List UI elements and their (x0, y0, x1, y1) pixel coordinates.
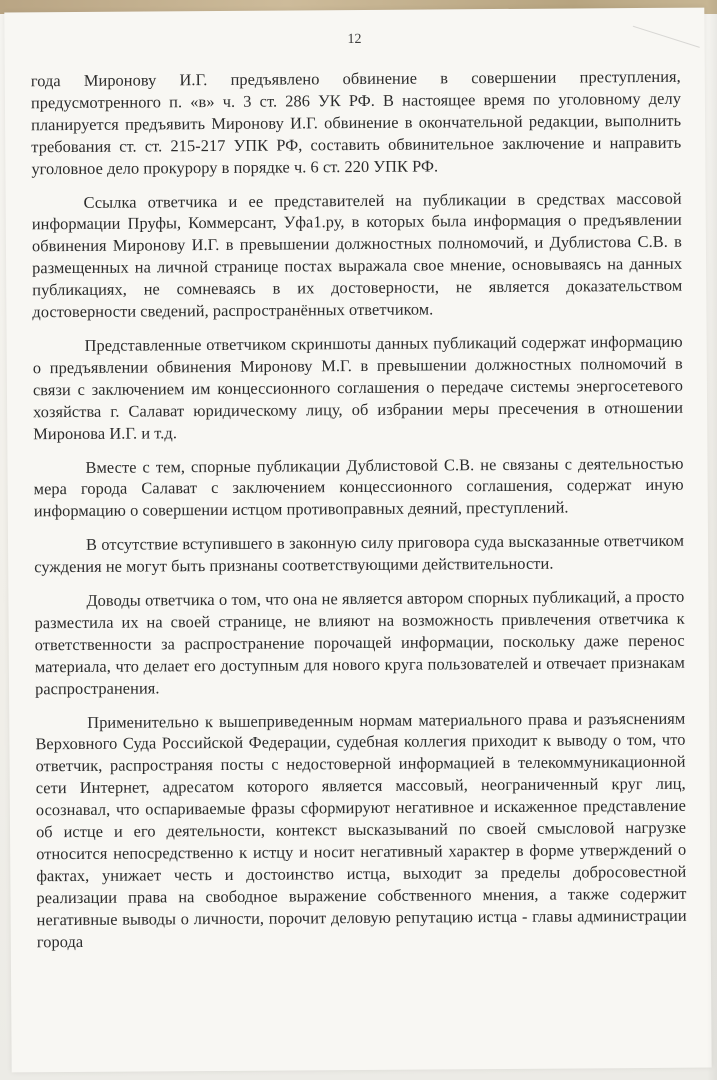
paragraph-3: Представленные ответчиком скриншоты данных публикаций содержат информацию о предъявлении обвинения Миронову М.Г. в превышении должностных полномочий в связи с заключением им концессионного соглашения о передаче системы энергосетевого хозяйства г. Салават юридическому лицу, об избрании меры пресечения в отношении Миронова И.Г. и т.д. (32, 331, 684, 443)
paragraph-1: года Миронову И.Г. предъявлено обвинение в совершении преступления, предусмотренного п. «в» ч. 3 ст. 286 УК РФ. В настоящее время по уголовному делу планируется предъявить Миронову И.Г. обвинение в окончательной редакции, выполнить требования ст. ст. 215-217 УПК РФ, составить обвинительное заключение и направить уголовное дело прокурору в порядке ч. 6 ст. 220 УПК РФ. (30, 66, 682, 178)
paragraph-2: Ссылка ответчика и ее представителей на публикации в средствах массовой информации Пруфы, Коммерсант, Уфа1.ру, в которых была информация о предъявлении обвинения Миронову И.Г. в превышении должностных полномочий, и Дублистова С.В. в размещенных на личной странице постах выражала свое мнение, основываясь на данных публикациях, не сомневаясь в их достоверности, не является доказательством достоверности сведений, распространённых ответчиком. (31, 188, 683, 322)
right-edge-shadow (707, 0, 717, 1080)
paragraph-5: В отсутствие вступившего в законную силу приговора суда высказанные ответчиком суждения не могут быть признаны соответствующими действительности. (34, 530, 685, 577)
page-number: 12 (347, 31, 362, 48)
document-page (4, 8, 711, 1073)
paragraph-6: Доводы ответчика о том, что она не является автором спорных публикаций, а просто разместила их на своей странице, не влияют на возможность привлечения ответчика к ответственности за распространение порочащей информации, поскольку даже перенос материала, что делает его доступным для нового круга пользователей и отвечает признакам распространения. (34, 586, 685, 698)
paragraph-7: Применительно к вышеприведенным нормам материального права и разъяснениям Верховного Суда Российской Федерации, судебная коллегия приходит к выводу о том, что ответчик, распространяя посты с недостоверной информацией в телекоммуникационной сети Интернет, адресатом которого является массовый, неограниченный круг лиц, осознавал, что оспариваемые фразы сформируют негативное и искаженное представление об истце и его деятельности, контекст высказываний по своей смысловой нагрузке относится непосредственно к истцу и носит негативный характер в форме утверждений о фактах, унижает честь и достоинство истца, выходит за пределы добросовестной реализации права на свободное выражение собственного мнения, а также содержит негативные выводы о личности, порочит деловую репутацию истца - главы администрации города (35, 708, 687, 951)
document-body (31, 58, 687, 965)
paragraph-4: Вместе с тем, спорные публикации Дублистовой С.В. не связаны с деятельностью мера города Салават с заключением концессионного соглашения, содержат иную информацию о совершении истцом противоправных деяний, преступлений. (33, 453, 684, 521)
